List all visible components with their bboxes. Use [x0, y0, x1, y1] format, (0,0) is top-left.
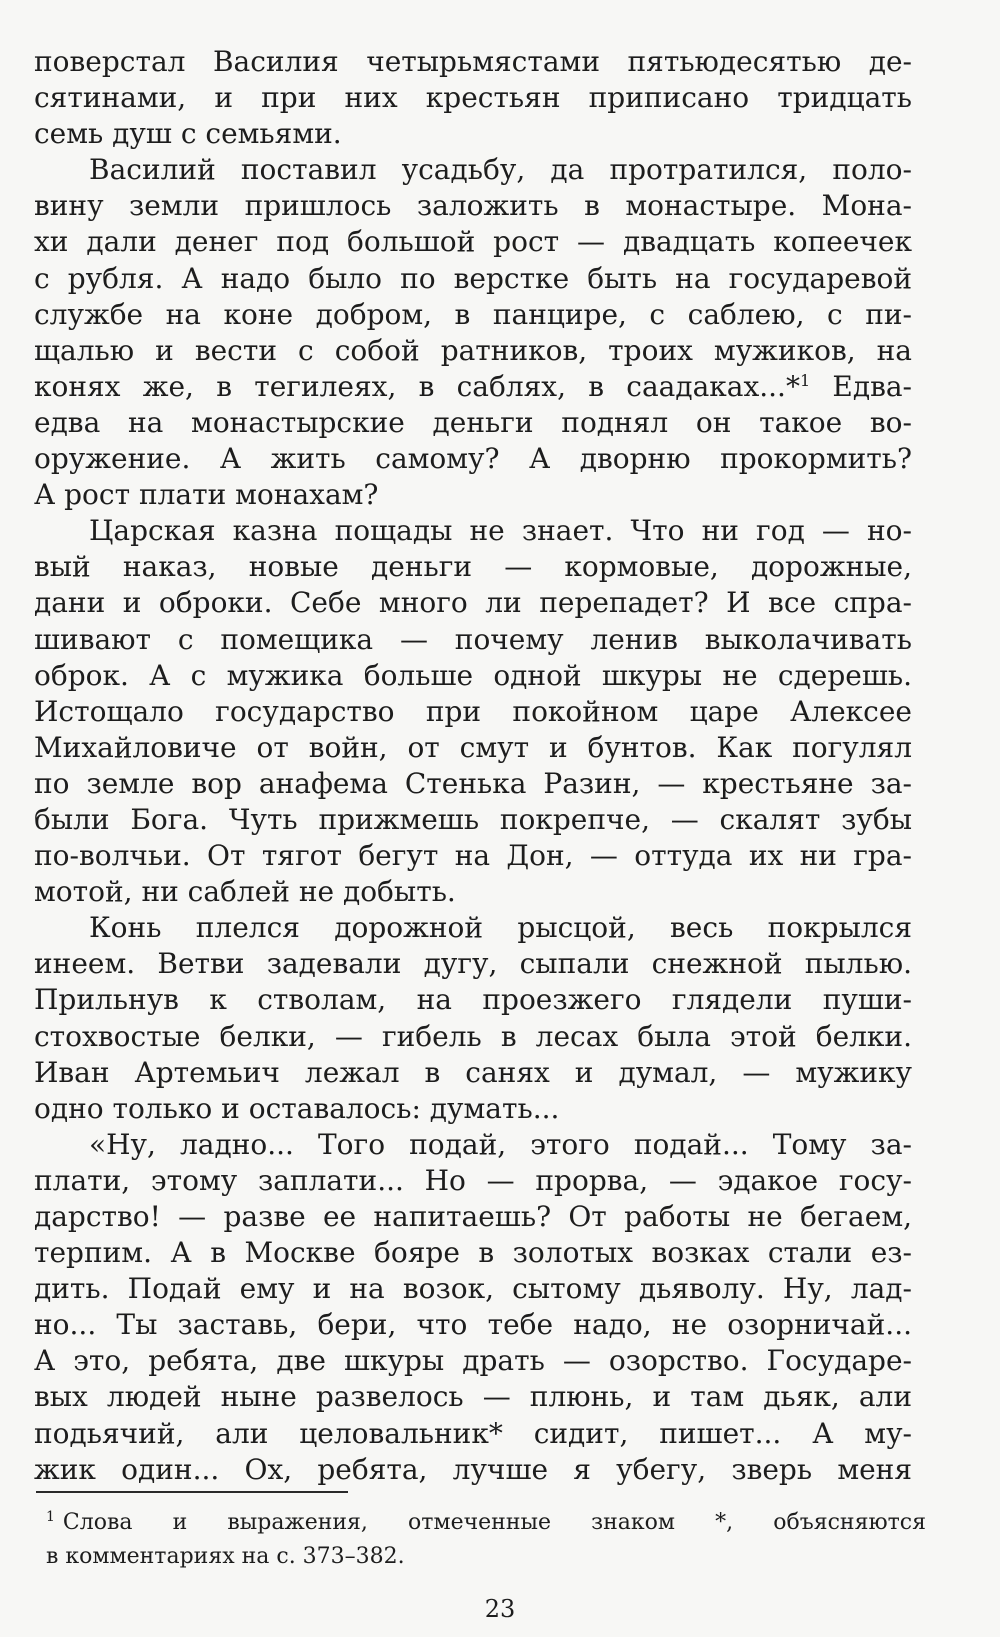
text-line: поверстал Василия четырьмястами пятьюдесятью де-	[34, 45, 912, 78]
text-line: одно только и оставалось: думать...	[34, 1091, 560, 1125]
footnote-divider	[36, 1491, 348, 1493]
text-line: Царская казна пощады не знает. Что ни год — но-	[89, 514, 912, 548]
text-line: щалью и вести с собой ратников, троих мужиков, на	[34, 333, 912, 367]
text-line: А рост плати монахам?	[34, 478, 379, 512]
text-line: жик один... Ох, ребята, лучше я убегу, зверь меня	[34, 1452, 912, 1486]
footnote-reference[interactable]: 1	[799, 370, 811, 390]
paragraph-4	[34, 910, 912, 1127]
main-text	[34, 44, 912, 1488]
text-line: вину земли пришлось заложить в монастыре. Мона-	[34, 189, 912, 223]
text-line: «Ну, ладно... Того подай, этого подай... Тому за-	[89, 1127, 912, 1161]
text-line: Иван Артемьич лежал в санях и думал, — мужику	[34, 1055, 912, 1089]
text-line: Конь плелся дорожной рысцой, весь покрылся	[89, 911, 912, 945]
text-line: терпим. А в Москве бояре в золотых возках стали ез-	[34, 1236, 912, 1270]
paragraph-3	[34, 513, 912, 910]
text-line: стохвостые белки, — гибель в лесах была этой белки.	[34, 1019, 912, 1053]
text-line: по земле вор анафема Стенька Разин, — крестьяне за-	[34, 766, 912, 800]
page-number: 23	[484, 1595, 516, 1623]
footnote-mark: 1	[46, 1509, 55, 1525]
text-line: Прильнув к стволам, на проезжего глядели пуши-	[34, 983, 912, 1017]
text-line: подьячий, али целовальник* сидит, пишет... А му-	[34, 1416, 912, 1450]
text-line: мотой, ни саблей не добыть.	[34, 875, 456, 909]
text-line: вых людей ныне развелось — плюнь, и там дьяк, али	[34, 1380, 912, 1414]
text-line: дани и оброки. Себе много ли перепадет? И все спра-	[34, 586, 912, 620]
paragraph-1	[34, 44, 912, 152]
text-line: оброк. А с мужика больше одной шкуры не сдерешь.	[34, 658, 912, 692]
footnote-line	[46, 1500, 926, 1540]
text-line: шивают с помещика — почему ленив выколачивать	[34, 622, 912, 656]
text-line: оружение. А жить самому? А дворню прокормить?	[34, 442, 912, 476]
text-fragment: Едва-	[810, 369, 912, 403]
text-line: но... Ты заставь, бери, что тебе надо, не озорничай...	[34, 1308, 912, 1342]
footnote	[46, 1500, 926, 1574]
text-line: А это, ребята, две шкуры драть — озорство. Государе-	[34, 1344, 912, 1378]
text-line: службе на коне добром, в панцире, с саблею, с пи-	[34, 297, 912, 331]
text-line: по-волчьи. От тягот бегут на Дон, — оттуда их ни гра-	[34, 839, 912, 873]
text-line: Истощало государство при покойном царе Алексее	[34, 694, 912, 728]
text-line: хи дали денег под большой рост — двадцать копеечек	[34, 225, 912, 259]
text-line: плати, этому заплати... Но — прорва, — эдакое госу-	[34, 1163, 912, 1197]
text-fragment: конях же, в тегилеях, в саблях, в саадаках...*	[34, 369, 800, 403]
text-line: сятинами, и при них крестьян приписано тридцать	[34, 81, 912, 115]
text-line: семь душ с семьями.	[34, 117, 342, 151]
text-line: инеем. Ветви задевали дугу, сыпали снежной пылью.	[34, 947, 912, 981]
text-line-with-footnote-ref	[34, 369, 912, 405]
text-line: едва на монастырские деньги поднял он такое во-	[34, 405, 912, 439]
paragraph-5	[34, 1127, 912, 1488]
footnote-line: в комментариях на с. 373–382.	[46, 1544, 405, 1569]
text-line: с рубля. А надо было по верстке быть на государевой	[34, 261, 912, 295]
text-line: Михайловиче от войн, от смут и бунтов. Как погулял	[34, 730, 912, 764]
text-line: дарство! — разве ее напитаешь? От работы не бегаем,	[34, 1200, 912, 1233]
text-line: дить. Подай ему и на возок, сытому дьяволу. Ну, лад-	[34, 1272, 912, 1306]
text-line: вый наказ, новые деньги — кормовые, дорожные,	[34, 550, 912, 584]
text-line: Василий поставил усадьбу, да протратился, поло-	[89, 153, 912, 187]
footnote-text: Слова и выражения, отмеченные знаком *, объясняются	[62, 1510, 926, 1535]
paragraph-2	[34, 152, 912, 513]
text-line: были Бога. Чуть прижмешь покрепче, — скалят зубы	[34, 802, 912, 836]
